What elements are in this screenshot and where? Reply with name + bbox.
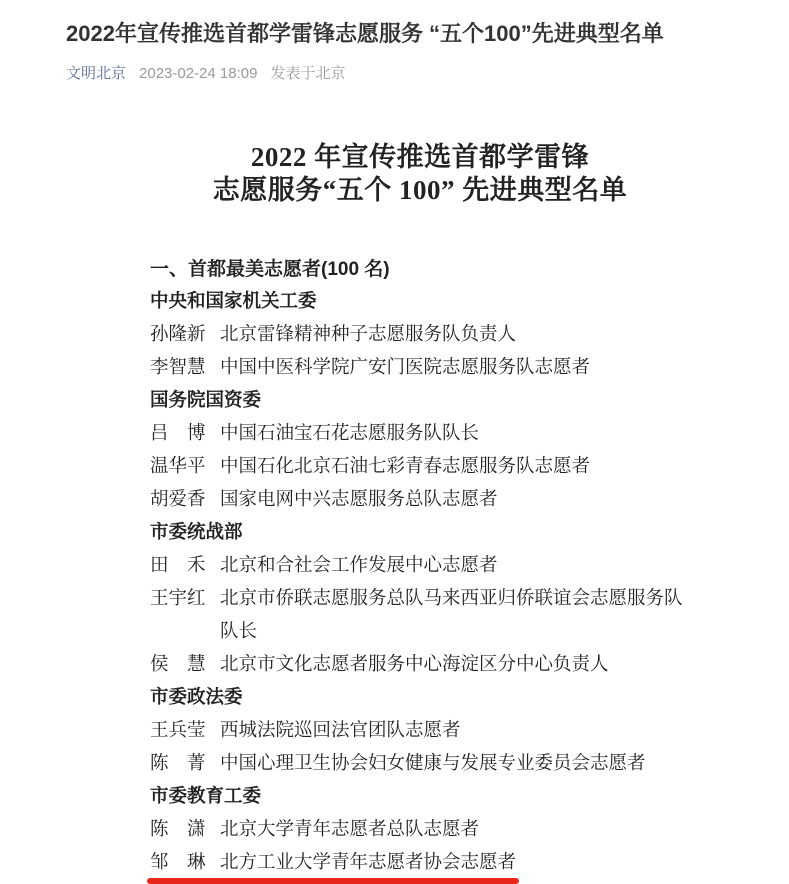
list-item: [150, 814, 690, 847]
document-title: [150, 141, 690, 207]
org-heading: 中央和国家机关工委: [150, 292, 317, 312]
list-item: [150, 715, 690, 748]
org-heading: 市委统战部: [150, 523, 243, 543]
list-item: [150, 550, 690, 583]
volunteer-description: 北京大学青年志愿者总队志愿者: [220, 820, 480, 840]
volunteer-description: 中国心理卫生协会妇女健康与发展专业委员会志愿者: [220, 754, 646, 774]
list-item: [150, 583, 690, 649]
list-item: [150, 484, 690, 517]
account-link[interactable]: 文明北京: [66, 65, 127, 82]
byline: [66, 64, 726, 83]
volunteer-name: 田 禾: [150, 556, 206, 576]
list-item: [150, 451, 690, 484]
volunteer-description: 北京和合社会工作发展中心志愿者: [220, 556, 498, 576]
volunteer-name: 王兵莹: [150, 721, 206, 741]
volunteer-description: 国家电网中兴志愿服务总队志愿者: [220, 490, 498, 510]
list-item: [150, 352, 690, 385]
volunteer-name: 吕 博: [150, 424, 206, 444]
list-item: [150, 847, 690, 880]
volunteer-name: 侯 慧: [150, 655, 206, 675]
volunteer-description: 北京市文化志愿者服务中心海淀区分中心负责人: [220, 655, 609, 675]
volunteer-name: 温华平: [150, 457, 206, 477]
list-item: [150, 418, 690, 451]
org-heading: 市委政法委: [150, 688, 243, 708]
volunteer-name: 孙隆新: [150, 325, 206, 345]
volunteer-name: 陈 潇: [150, 820, 206, 840]
list-item: [150, 319, 690, 352]
volunteer-name: 王宇红: [150, 589, 206, 609]
award-list: [150, 286, 690, 880]
volunteer-description: 北京市侨联志愿服务总队马来西亚归侨联谊会志愿服务队队长: [220, 589, 683, 642]
org-heading: 市委教育工委: [150, 787, 262, 807]
document-body: [150, 141, 690, 880]
volunteer-description: 中国石化北京石油七彩青春志愿服务队志愿者: [220, 457, 591, 477]
publish-datetime: 2023-02-24 18:09: [139, 65, 258, 82]
volunteer-description: 中国中医科学院广安门医院志愿服务队志愿者: [220, 358, 591, 378]
list-item: [150, 649, 690, 682]
volunteer-name: 邹 琳: [150, 853, 206, 873]
volunteer-name: 陈 菁: [150, 754, 206, 774]
article-title: 2022年宣传推选首都学雷锋志愿服务 “五个100”先进典型名单: [66, 21, 664, 46]
document-title-line1: 2022 年宣传推选首都学雷锋: [250, 142, 590, 172]
list-item: [150, 748, 690, 781]
volunteer-description: 北方工业大学青年志愿者协会志愿者: [220, 853, 517, 873]
volunteer-description: 中国石油宝石花志愿服务队队长: [220, 424, 480, 444]
red-underline: [147, 878, 519, 884]
volunteer-description: 北京雷锋精神种子志愿服务队负责人: [220, 325, 517, 345]
volunteer-name: 李智慧: [150, 358, 206, 378]
org-heading: 国务院国资委: [150, 391, 262, 411]
volunteer-description: 西城法院巡回法官团队志愿者: [220, 721, 461, 741]
publish-location: 发表于北京: [270, 65, 346, 82]
volunteer-name: 胡爱香: [150, 490, 206, 510]
section-heading: 一、首都最美志愿者(100 名): [150, 259, 390, 280]
article-header: [66, 20, 726, 83]
document-title-line2: 志愿服务“五个 100” 先进典型名单: [212, 175, 628, 205]
